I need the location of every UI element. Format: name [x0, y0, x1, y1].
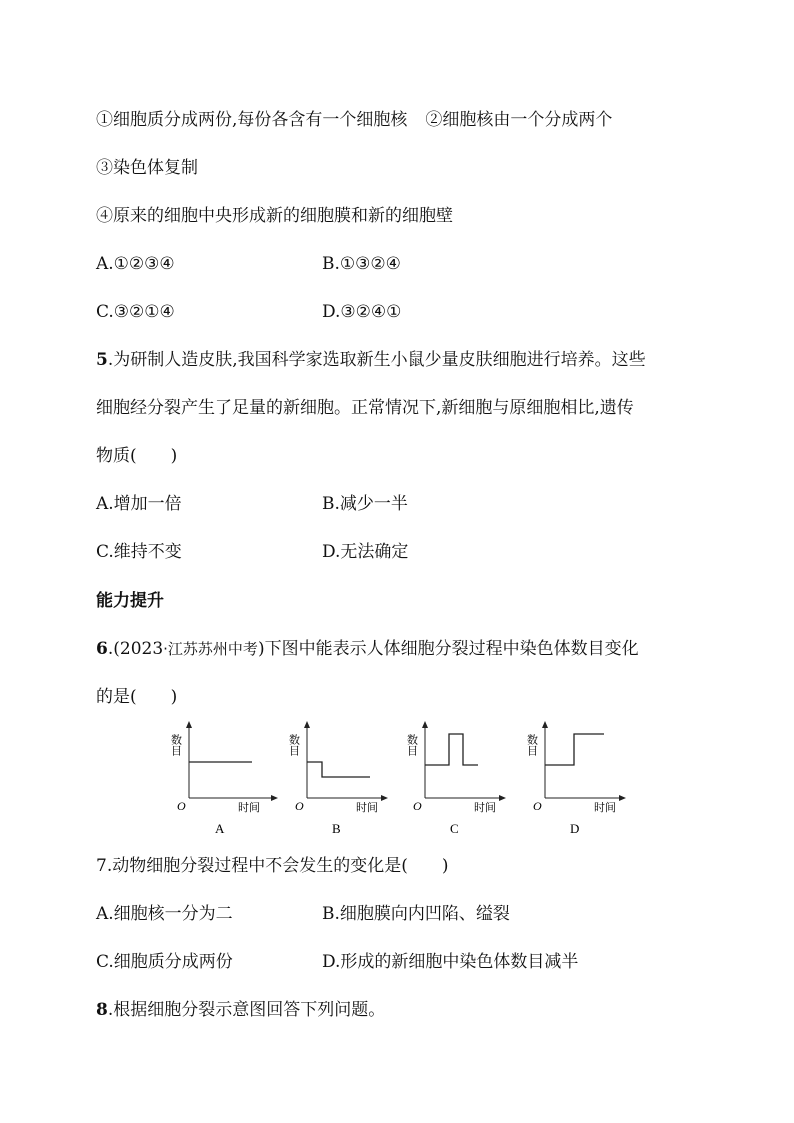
list-item-1: ①细胞质分成两份,每份各含有一个细胞核 ②细胞核由一个分成两个: [96, 110, 613, 130]
q5-stem-line2: 细胞经分裂产生了足量的新细胞。正常情况下,新细胞与原细胞相比,遗传: [96, 398, 634, 418]
q4-option-b: B.①③②④: [322, 254, 401, 274]
graph-b-origin: O: [295, 799, 304, 813]
q7-stem: 7.动物细胞分裂过程中不会发生的变化是( ): [96, 856, 449, 876]
graph-b-svg: [288, 720, 398, 840]
graph-a-svg: [170, 720, 280, 840]
graph-d-line: [545, 734, 604, 765]
graph-a-xlabel: 时间: [238, 801, 260, 814]
q7-option-c: C.细胞质分成两份: [96, 952, 233, 972]
graph-d-ylabel: 数目: [525, 734, 539, 756]
graph-a-y-arrow: [186, 721, 192, 728]
graph-c-x-arrow: [499, 795, 506, 801]
q5-option-c: C.维持不变: [96, 542, 182, 562]
list-item-4: ④原来的细胞中央形成新的细胞膜和新的细胞壁: [96, 206, 453, 226]
graph-c: [406, 720, 516, 840]
graph-b-ylabel: 数目: [287, 734, 301, 756]
graph-a: [170, 720, 280, 840]
graph-b-xlabel: 时间: [356, 801, 378, 814]
graph-a-letter: A: [215, 821, 225, 836]
graph-a-ylabel: 数目: [169, 734, 183, 756]
q4-option-a: A.①②③④: [96, 254, 175, 274]
graph-d-xlabel: 时间: [594, 801, 616, 814]
graph-a-origin: O: [177, 799, 186, 813]
graph-d: [526, 720, 636, 840]
graph-d-svg: [526, 720, 636, 840]
list-item-3: ③染色体复制: [96, 158, 198, 178]
graph-c-letter: C: [450, 821, 459, 836]
q5-option-a: A.增加一倍: [96, 494, 182, 514]
q7-option-d: D.形成的新细胞中染色体数目减半: [322, 952, 579, 972]
graph-d-x-arrow: [619, 795, 626, 801]
q8-number: 8: [96, 1000, 108, 1020]
graph-b: [288, 720, 398, 840]
q5-number: 5: [96, 350, 108, 370]
graph-c-origin: O: [413, 799, 422, 813]
graph-c-svg: [406, 720, 516, 840]
graph-c-xlabel: 时间: [474, 801, 496, 814]
graph-d-y-arrow: [542, 721, 548, 728]
graph-c-y-arrow: [422, 721, 428, 728]
graph-b-x-arrow: [381, 795, 388, 801]
q5-stem-line1: 5.为研制人造皮肤,我国科学家选取新生小鼠少量皮肤细胞进行培养。这些: [96, 350, 646, 370]
q8-stem: 8.根据细胞分裂示意图回答下列问题。: [96, 1000, 386, 1020]
graph-b-letter: B: [332, 821, 341, 836]
graph-b-line: [307, 762, 370, 777]
q7-option-b: B.细胞膜向内凹陷、缢裂: [322, 904, 510, 924]
q6-stem-line1: 6.(2023·江苏苏州中考)下图中能表示人体细胞分裂过程中染色体数目变化: [96, 639, 639, 659]
section-title: 能力提升: [96, 591, 164, 611]
graph-d-origin: O: [533, 799, 542, 813]
q6-stem-line2: 的是( ): [96, 687, 178, 707]
graph-c-ylabel: 数目: [405, 734, 419, 756]
q5-stem-line3: 物质( ): [96, 446, 178, 466]
graph-a-x-arrow: [271, 795, 278, 801]
q7-option-a: A.细胞核一分为二: [96, 904, 233, 924]
q4-option-c: C.③②①④: [96, 302, 175, 322]
graph-b-y-arrow: [304, 721, 310, 728]
graph-c-line: [425, 734, 478, 765]
q6-source: ·江苏苏州中考: [163, 640, 258, 658]
graph-d-letter: D: [570, 821, 580, 836]
q5-option-d: D.无法确定: [322, 542, 409, 562]
q4-option-d: D.③②④①: [322, 302, 402, 322]
q5-option-b: B.减少一半: [322, 494, 408, 514]
q6-number: 6: [96, 639, 108, 659]
